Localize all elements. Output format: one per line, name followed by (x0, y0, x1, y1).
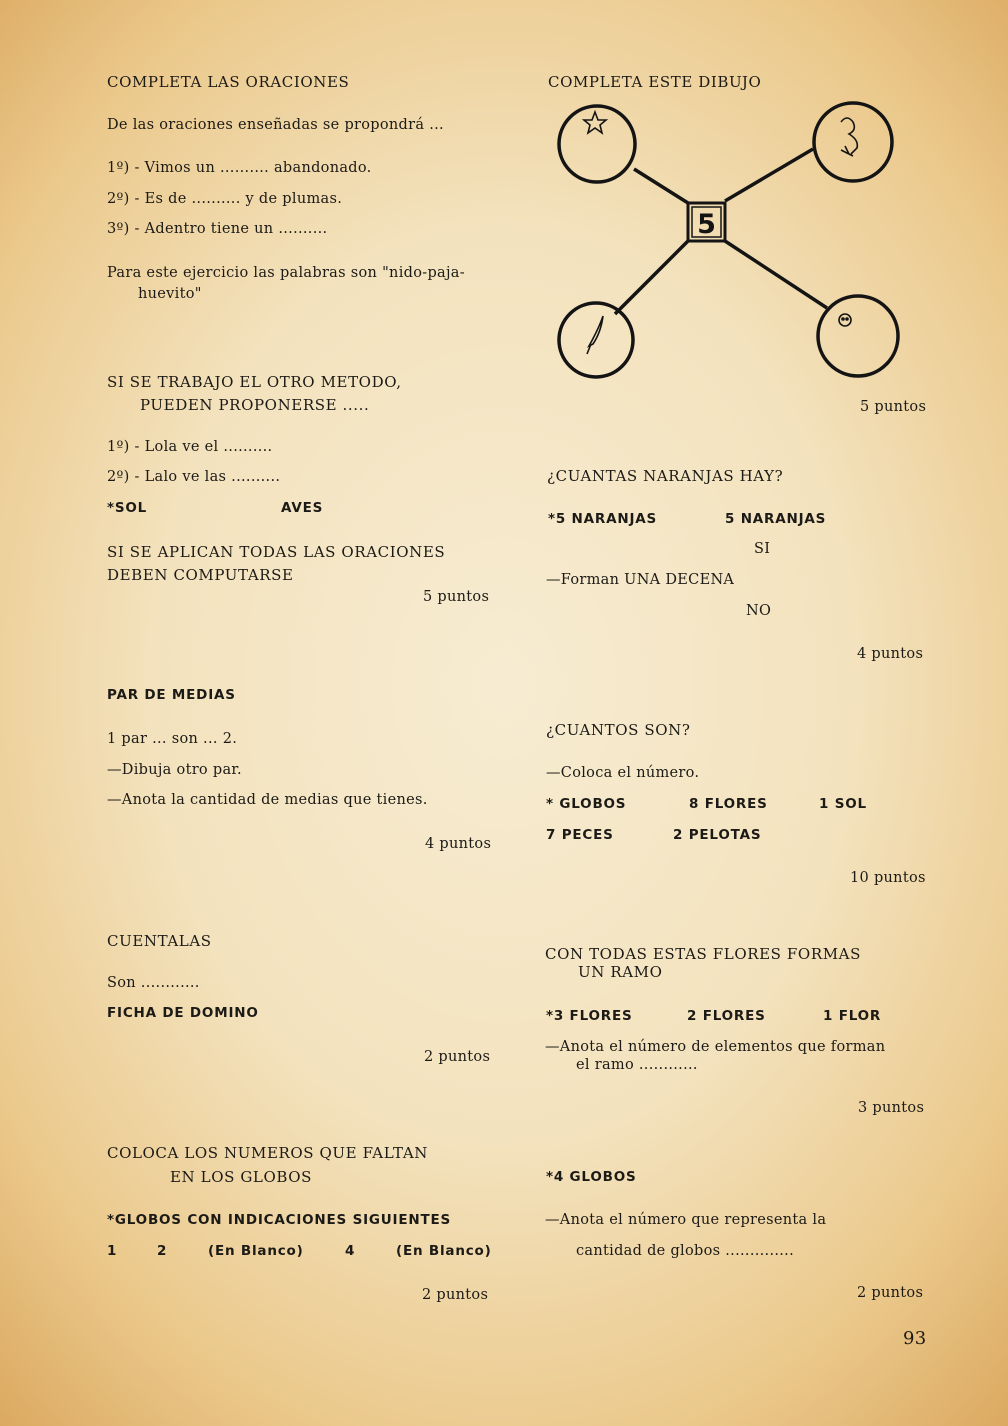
points-r3: 10 puntos (850, 870, 926, 886)
ramo-line-2: el ramo ............ (576, 1057, 698, 1073)
face-doodle-icon (839, 314, 851, 326)
coloca-numeros-heading-line-1: COLOCA LOS NUMEROS QUE FALTAN (107, 1144, 428, 1162)
medias-line-2: —Dibuja otro par. (107, 762, 242, 778)
ramo-item-3-flores: *3 FLORES (546, 1008, 633, 1024)
globos-line-1: —Anota el número que representa la (545, 1212, 827, 1228)
connector-line-br (725, 241, 827, 308)
cuatro-globos-heading: *4 GLOBOS (546, 1169, 637, 1185)
page-number: 93 (903, 1328, 927, 1349)
globo-item-blank-1: (En Blanco) (208, 1243, 304, 1259)
cuentalas-line: Son ............ (107, 975, 200, 991)
globos-indicaciones-label: *GLOBOS CON INDICACIONES SIGUIENTES (107, 1212, 452, 1228)
points-s4: 2 puntos (424, 1049, 491, 1065)
points-r4: 3 puntos (858, 1100, 925, 1116)
star-doodle-icon (584, 112, 606, 133)
creature-doodle-icon (841, 118, 857, 156)
balloon-circle-bottom-right (818, 296, 898, 376)
aves-label: AVES (281, 500, 324, 516)
cuantos-item-globos: * GLOBOS (546, 796, 627, 812)
oracion-line-2: 2º) - Es de .......... y de plumas. (107, 191, 343, 207)
forman-decena-line: —Forman UNA DECENA (546, 572, 735, 588)
naranjas-label-a: *5 NARANJAS (548, 511, 658, 527)
ramo-heading-line-1: CON TODAS ESTAS FLORES FORMAS (545, 945, 861, 963)
aplican-line-1: SI SE APLICAN TODAS LAS ORACIONES (107, 543, 446, 561)
points-r5: 2 puntos (857, 1285, 924, 1301)
coloca-numeros-heading-line-2: EN LOS GLOBOS (170, 1168, 313, 1186)
ejercicio-note-line-1: Para este ejercicio las palabras son "nido-paja- (107, 265, 465, 281)
points-r1: 5 puntos (860, 399, 927, 415)
globo-item-blank-2: (En Blanco) (396, 1243, 492, 1259)
naranjas-no: NO (746, 603, 772, 619)
aplican-line-2: DEBEN COMPUTARSE (107, 566, 294, 584)
cuentalas-heading: CUENTALAS (107, 932, 212, 950)
balloon-circle-top-right (814, 103, 892, 181)
connector-line-tr (725, 149, 813, 201)
sol-label: *SOL (107, 500, 148, 516)
globos-line-2: cantidad de globos .............. (576, 1243, 794, 1259)
metodo-line-1: 1º) - Lola ve el .......... (107, 439, 273, 455)
medias-line-3: —Anota la cantidad de medias que tienes. (107, 792, 428, 808)
globo-item-1: 1 (107, 1243, 118, 1259)
cuantos-item-sol: 1 SOL (819, 796, 867, 812)
completa-dibujo-heading: COMPLETA ESTE DIBUJO (548, 73, 762, 91)
metodo-line-2: 2º) - Lalo ve las .......... (107, 469, 281, 485)
center-number: 5 (697, 209, 716, 240)
oracion-line-1: 1º) - Vimos un .......... abandonado. (107, 160, 372, 176)
cuantos-item-peces: 7 PECES (546, 827, 614, 843)
completa-oraciones-heading: COMPLETA LAS ORACIONES (107, 73, 350, 91)
oraciones-intro: De las oraciones enseñadas se propondrá ... (107, 117, 444, 133)
connector-line-tl (634, 169, 688, 203)
cuantos-item-flores: 8 FLORES (689, 796, 768, 812)
points-r2: 4 puntos (857, 646, 924, 662)
oracion-line-3: 3º) - Adentro tiene un .......... (107, 221, 328, 237)
globos-diagram (545, 96, 915, 386)
cuantos-son-heading: ¿CUANTOS SON? (546, 721, 691, 739)
points-s5: 2 puntos (422, 1287, 489, 1303)
points-s3: 4 puntos (425, 836, 492, 852)
connector-line-bl (615, 241, 688, 314)
globo-item-4: 4 (345, 1243, 356, 1259)
ramo-heading-line-2: UN RAMO (578, 963, 663, 981)
leaf-doodle-icon (587, 316, 603, 354)
ficha-domino-label: FICHA DE DOMINO (107, 1005, 259, 1021)
otro-metodo-heading-line-1: SI SE TRABAJO EL OTRO METODO, (107, 373, 402, 391)
globo-item-2: 2 (157, 1243, 168, 1259)
cuantas-naranjas-heading: ¿CUANTAS NARANJAS HAY? (547, 467, 784, 485)
cuantos-item-pelotas: 2 PELOTAS (673, 827, 762, 843)
ramo-item-2-flores: 2 FLORES (687, 1008, 766, 1024)
ramo-line-1: —Anota el número de elementos que forman (545, 1039, 886, 1055)
ramo-item-1-flor: 1 FLOR (823, 1008, 882, 1024)
par-medias-heading: PAR DE MEDIAS (107, 687, 236, 703)
ejercicio-note-line-2: huevito" (138, 286, 202, 302)
naranjas-label-b: 5 NARANJAS (725, 511, 827, 527)
points-s2: 5 puntos (423, 589, 490, 605)
medias-line-1: 1 par ... son ... 2. (107, 731, 238, 747)
coloca-numero-line: —Coloca el número. (546, 765, 700, 781)
naranjas-si: SI (754, 541, 771, 557)
otro-metodo-heading-line-2: PUEDEN PROPONERSE ..... (140, 396, 370, 414)
